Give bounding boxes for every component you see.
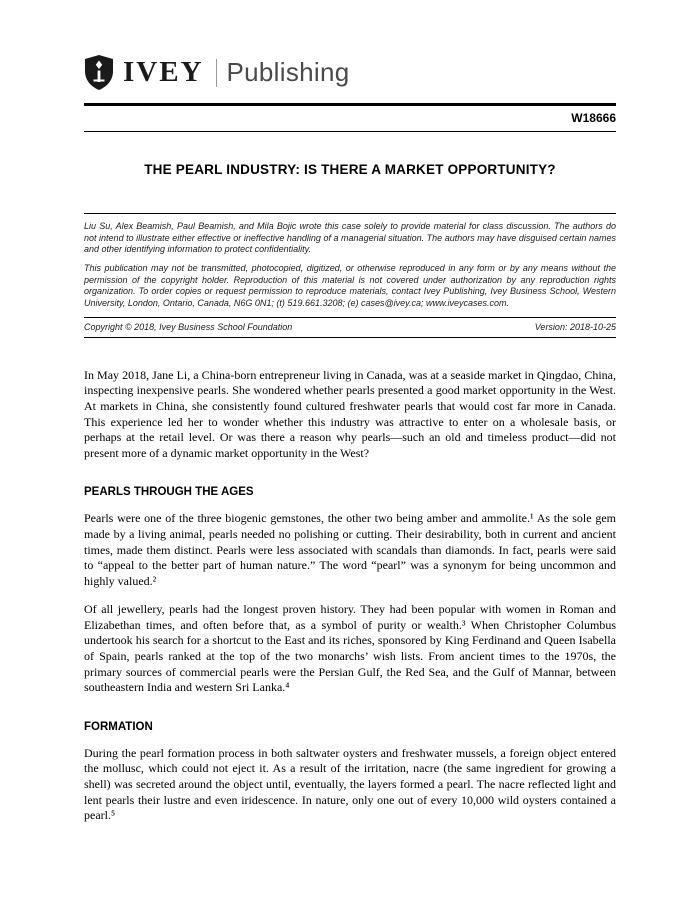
header-rule-thin	[84, 131, 616, 132]
case-body	[84, 368, 616, 824]
section-heading-pearls-through-the-ages: PEARLS THROUGH THE AGES	[84, 486, 254, 499]
section-heading-formation: FORMATION	[84, 720, 153, 733]
copyright-rule-bottom	[84, 337, 616, 338]
version-text: Version: 2018-10-25	[534, 321, 616, 332]
body-paragraph: Of all jewellery, pearls had the longest proven history. They had been popular with women in Roman and Elizabethan times, and often before that, as a symbol of purity or wealth.³ When Christopher Columbus undertook his search for a shortcut to the East and its riches, sponsored by King Ferdinand and Queen Isabella of Spain, pearls ranked at the top of the two monarchs’ wish lists. From ancient times to the 1970s, the primary sources of commercial pearls were the Persian Gulf, the Red Sea, and the Gulf of Mannar, between southeastern India and western Sri Lanka.⁴	[84, 602, 616, 695]
body-paragraph: Pearls were one of the three biogenic gemstones, the other two being amber and ammolite.¹ As the sole gem made by a living animal, pearls needed no polishing or cutting. Their desirability, both in current and ancient times, made them distinct. Pearls were less associated with scandals than diamonds. In fact, pearls were said to “appeal to the better part of human nature.” The word “pearl” was a synonym for being uncommon and highly valued.²	[84, 511, 616, 588]
case-number: W18666	[571, 111, 616, 125]
legal-rule-top	[84, 213, 616, 214]
page-header	[84, 54, 616, 132]
logo-divider	[216, 59, 217, 87]
case-title: THE PEARL INDUSTRY: IS THERE A MARKET OPPORTUNITY?	[144, 162, 556, 177]
intro-paragraph: In May 2018, Jane Li, a China-born entrepreneur living in Canada, was at a seaside market in Qingdao, China, inspecting inexpensive pearls. She wondered whether pearls presented a good market opportunity in the West. At markets in China, she consistently found cultured freshwater pearls that would cost far more in Canada. This experience led her to wonder whether this industry was attractive to enter on a wholesale basis, or perhaps at the retail level. Or was there a reason why pearls—such an old and timeless product—did not present more of a dynamic market opportunity in the West?	[84, 367, 616, 460]
copyright-row	[84, 318, 616, 337]
permissions-note: This publication may not be transmitted, photocopied, digitized, or otherwise reproduced in any form or by any means without the permission of the copyright holder. Reproduction of this material is not covered under authorization by any reproduction rights organization. To order copies or request permission to reproduce materials, contact Ivey Publishing, Ivey Business School, Western University, London, Ontario, Canada, N6G 0N1; (t) 519.661.3208; (e) cases@ivey.ca; www.iveycases.com.	[84, 263, 616, 309]
copyright-text: Copyright © 2018, Ivey Business School Foundation	[84, 321, 293, 332]
ivey-publishing-logo	[84, 54, 616, 91]
ivey-wordmark: IVEY	[123, 56, 204, 88]
ivey-shield-icon	[84, 54, 114, 91]
legal-block	[84, 213, 616, 338]
authors-note: Liu Su, Alex Beamish, Paul Beamish, and Mila Bojic wrote this case solely to provide material for class discussion. The authors do not intend to illustrate either effective or ineffective handling of a managerial situation. The authors may have disguised certain names and other identifying information to protect confidentiality.	[84, 221, 616, 255]
publishing-wordmark: Publishing	[226, 57, 350, 87]
body-paragraph: During the pearl formation process in both saltwater oysters and freshwater mussels, a foreign object entered the mollusc, which could not eject it. As a result of the irritation, nacre (the same ingredient for growing a shell) was secreted around the object until, eventually, the layers formed a pearl. The nacre reflected light and lent pearls their lustre and even iridescence. In nature, only one out of every 10,000 wild oysters contained a pearl.⁵	[84, 745, 616, 823]
